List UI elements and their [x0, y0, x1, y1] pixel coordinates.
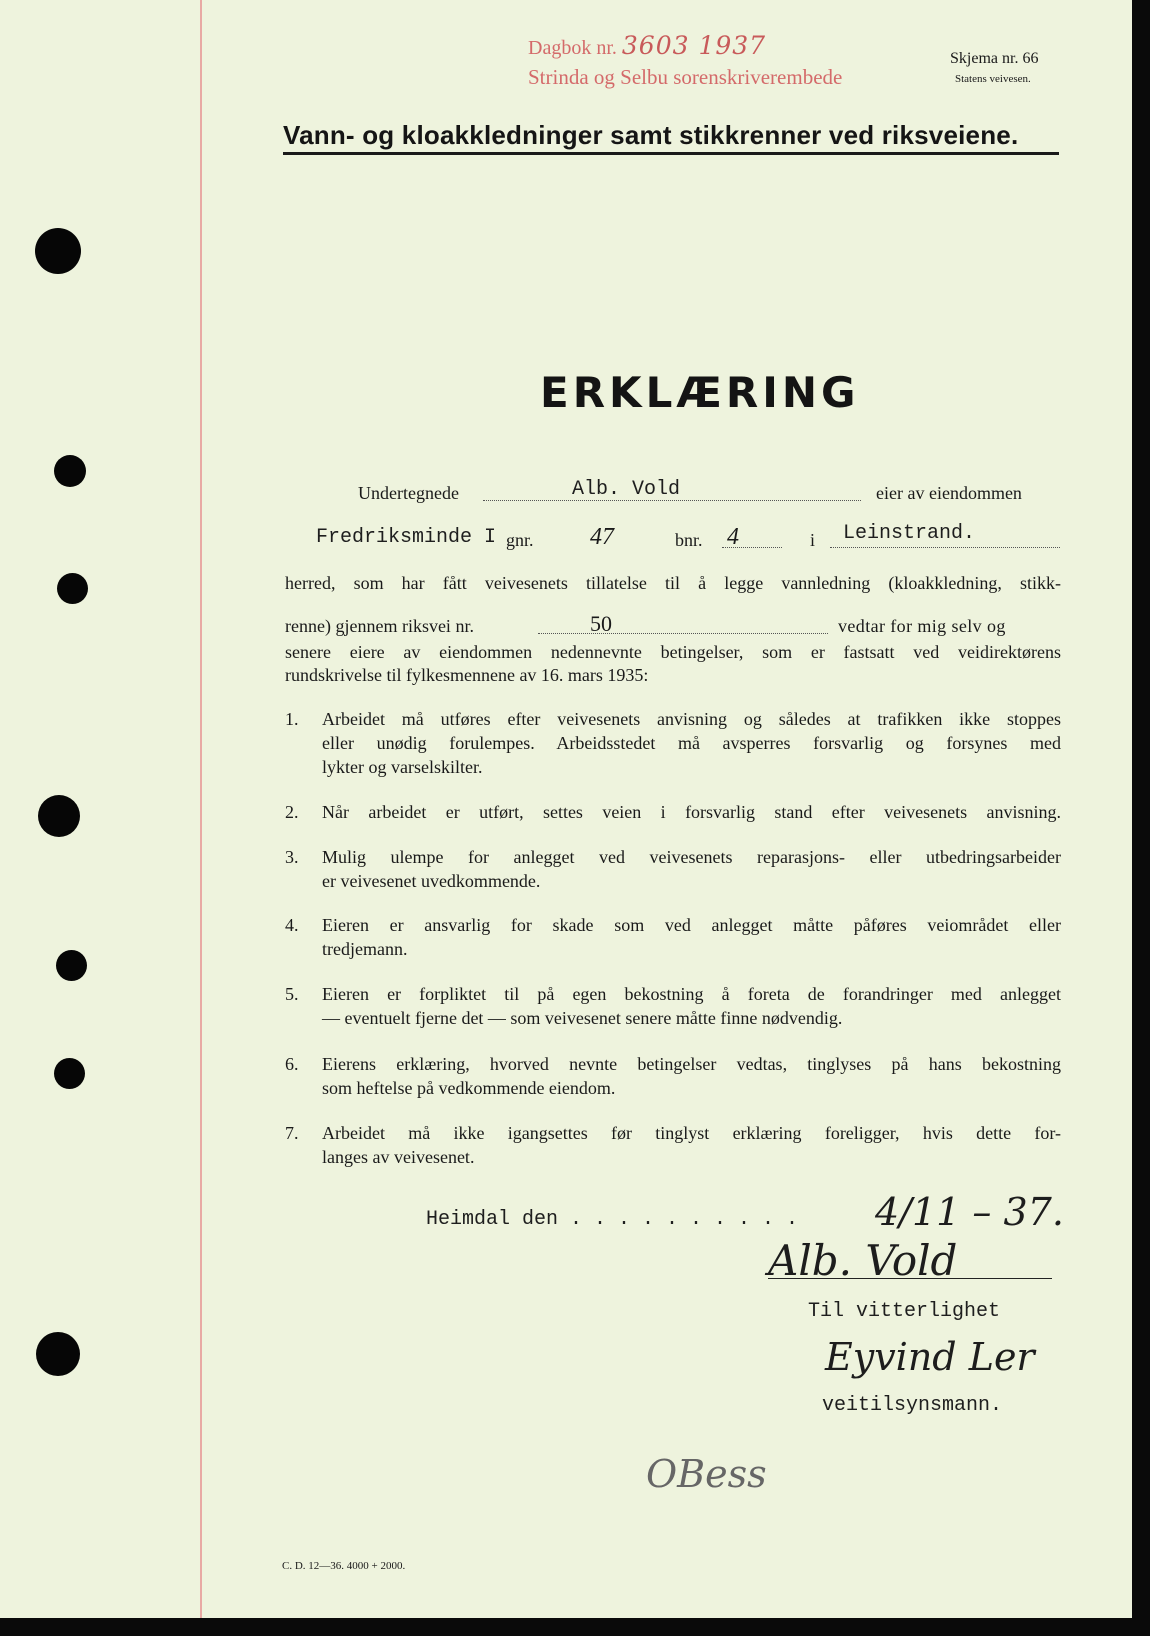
condition-line: Eieren er forpliktet til på egen bekostning å foreta de forandringer med anlegget — [322, 984, 1061, 1004]
punch-hole — [57, 573, 88, 604]
intro-text: senere eiere av eiendommen nedennevnte betingelser, som er fastsatt ved veidirektørens — [285, 642, 1061, 662]
dotted-line — [538, 633, 828, 634]
document-title: ERKLÆRING — [540, 368, 860, 417]
condition-line: lykter og varselskilter. — [322, 757, 483, 777]
condition-line: Mulig ulempe for anlegget ved veivesenets reparasjons- eller utbedringsarbeider — [322, 847, 1061, 867]
owner-signature: Alb. Vold — [768, 1236, 958, 1285]
condition-item — [285, 707, 1061, 779]
punch-hole — [54, 1058, 85, 1089]
condition-number: 6. — [285, 1054, 299, 1074]
owner-suffix: eier av eiendommen — [876, 483, 1022, 503]
condition-line: er veivesenet uvedkommende. — [322, 871, 541, 891]
undersigned-label: Undertegnede — [358, 483, 459, 503]
intro-text: rundskrivelse til fylkesmennene av 16. mars 1935: — [285, 665, 649, 685]
road-number: 50 — [590, 611, 612, 636]
form-agency: Statens veivesen. — [955, 73, 1031, 85]
place-date-label: Heimdal den . . . . . . . . . . — [426, 1208, 799, 1231]
condition-number: 2. — [285, 802, 299, 822]
condition-line: eller unødig forulempes. Arbeidsstedet må avsperres forsvarlig og forsynes med — [322, 733, 1061, 753]
condition-number: 5. — [285, 984, 299, 1004]
bnr-value: 4 — [727, 524, 739, 550]
condition-line: Eierens erklæring, hvorved nevnte betingelser vedtas, tinglyses på hans bekostning — [322, 1054, 1061, 1074]
initials-annotation: OBess — [646, 1452, 767, 1496]
condition-number: 4. — [285, 915, 299, 935]
dotted-line — [830, 547, 1060, 548]
condition-item — [285, 1052, 1061, 1100]
condition-line: langes av veivesenet. — [322, 1147, 475, 1167]
punch-hole — [35, 228, 81, 274]
condition-item — [285, 982, 1061, 1030]
handwritten-date: 4/11 – 37. — [875, 1190, 1064, 1234]
punch-hole — [36, 1332, 80, 1376]
condition-number: 3. — [285, 847, 299, 867]
condition-number: 1. — [285, 709, 299, 729]
witness-title: veitilsynsmann. — [822, 1394, 1003, 1417]
owner-name: Alb. Vold — [572, 478, 681, 501]
permission-text: herred, som har fått veivesenets tillatelse til å legge vannledning (kloakkledning, stikk- — [285, 573, 1061, 593]
condition-number: 7. — [285, 1123, 299, 1143]
condition-line: Arbeidet må utføres efter veivesenets anvisning og således at trafikken ikke stoppes — [322, 709, 1061, 729]
margin-line — [200, 0, 202, 1618]
witness-signature: Eyvind Ler — [825, 1335, 1035, 1379]
gnr-label: gnr. — [506, 530, 534, 550]
punch-hole — [38, 795, 80, 837]
condition-line: Når arbeidet er utført, settes veien i forsvarlig stand efter veivesenets anvisning. — [322, 802, 1061, 822]
print-footer: C. D. 12—36. 4000 + 2000. — [282, 1560, 406, 1572]
condition-line: Arbeidet må ikke igangsettes før tinglyst erklæring foreligger, hvis dette for- — [322, 1123, 1061, 1143]
condition-line: tredjemann. — [322, 939, 408, 959]
bnr-label: bnr. — [675, 530, 703, 550]
road-label: renne) gjennem riksvei nr. — [285, 616, 474, 636]
condition-line: — eventuelt fjerne det — som veivesenet senere måtte finne nødvendig. — [322, 1008, 843, 1028]
form-number: Skjema nr. 66 — [950, 50, 1039, 67]
condition-item — [285, 845, 1061, 893]
condition-line: Eieren er ansvarlig for skade som ved anlegget måtte påføres veiområdet eller — [322, 915, 1061, 935]
journal-stamp-prefix: Dagbok nr. — [528, 37, 617, 59]
witness-label: Til vitterlighet — [808, 1300, 1001, 1323]
signature-line — [768, 1278, 1052, 1279]
municipality-name: Leinstrand. — [843, 522, 976, 545]
condition-item — [285, 1121, 1061, 1169]
punch-hole — [56, 950, 87, 981]
court-office-stamp: Strinda og Selbu sorenskriverembede — [528, 65, 843, 89]
punch-hole — [54, 455, 86, 487]
condition-item — [285, 913, 1061, 961]
i-label: i — [810, 530, 816, 550]
condition-item — [285, 800, 1061, 824]
property-name: Fredriksminde I — [316, 526, 497, 549]
road-suffix: vedtar for mig selv og — [838, 616, 1006, 636]
journal-number: 3603 1937 — [621, 31, 767, 60]
gnr-value: 47 — [590, 524, 614, 550]
journal-stamp — [528, 31, 766, 60]
condition-line: som heftelse på vedkommende eiendom. — [322, 1078, 616, 1098]
document-header: Vann- og kloakkledninger samt stikkrenner ved riksveiene. — [283, 120, 1059, 155]
